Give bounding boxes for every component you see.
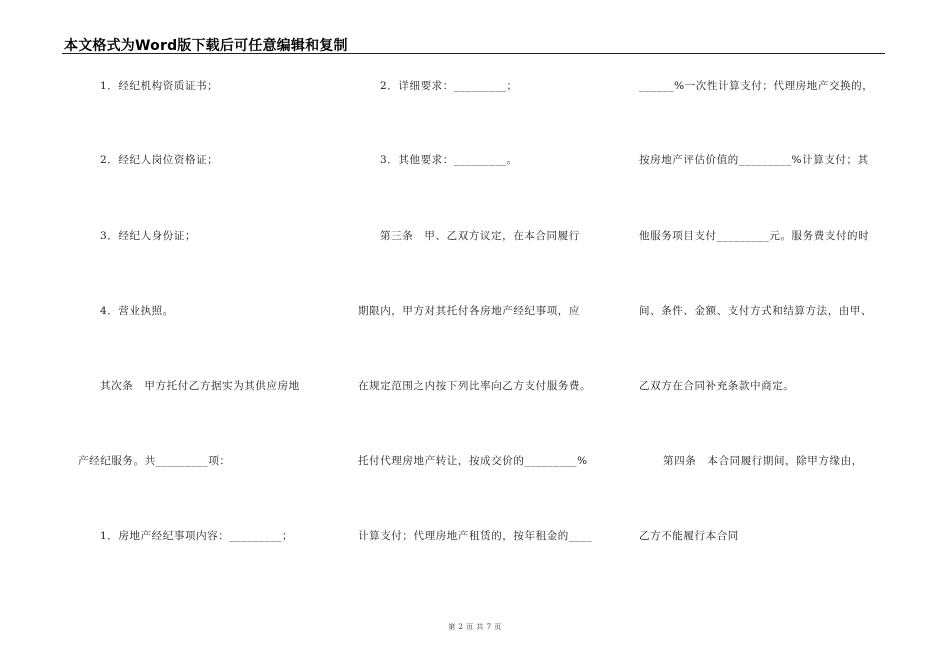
text-line: 2．经纪人岗位资格证；	[100, 154, 219, 166]
text-line: 3．经纪人身份证；	[100, 230, 197, 242]
text-line: 4．营业执照。	[100, 305, 174, 317]
text-line: 他服务项目支付_________元。服务费支付的时	[639, 230, 870, 242]
text-line: 1．房地产经纪事项内容：_________；	[100, 530, 294, 542]
text-line: 按房地产评估价值的_________%计算支付；其	[639, 154, 869, 166]
page-number-footer: 第 2 页 共 7 页	[448, 623, 502, 631]
text-line: 第三条 甲、乙双方议定，在本合同履行	[380, 230, 580, 242]
text-line: 2．详细要求：_________；	[380, 80, 518, 92]
text-line: 期限内，甲方对其托付各房地产经纪事项，应	[358, 305, 580, 317]
text-line: 托付代理房地产转让，按成交价的_________%	[358, 455, 588, 467]
text-line: 第四条 本合同履行期间，除甲方缘由，	[663, 455, 863, 467]
text-line: 间、条件、金额、支付方式和结算方法，由甲、	[639, 305, 873, 317]
text-line: 在规定范围之内按下列比率向乙方支付服务费。	[358, 380, 592, 392]
text-line: 3．其他要求：_________。	[380, 154, 518, 166]
text-line: 乙双方在合同补充条款中商定。	[639, 380, 795, 392]
text-line: ______%一次性计算支付；代理房地产交换的，	[639, 80, 874, 92]
text-line: 1．经纪机构资质证书；	[100, 80, 219, 92]
text-line: 计算支付；代理房地产租赁的，按年租金的____	[358, 530, 593, 542]
document-header-title: 本文格式为Word版下载后可任意编辑和复制	[64, 38, 348, 54]
text-column-3	[637, 0, 892, 672]
text-column-2	[355, 0, 615, 672]
text-line: 其次条 甲方托付乙方据实为其供应房地	[100, 380, 300, 392]
text-line: 乙方不能履行本合同	[639, 530, 739, 542]
text-column-1	[70, 0, 320, 672]
text-line: 产经纪服务。共_________项：	[78, 455, 231, 467]
